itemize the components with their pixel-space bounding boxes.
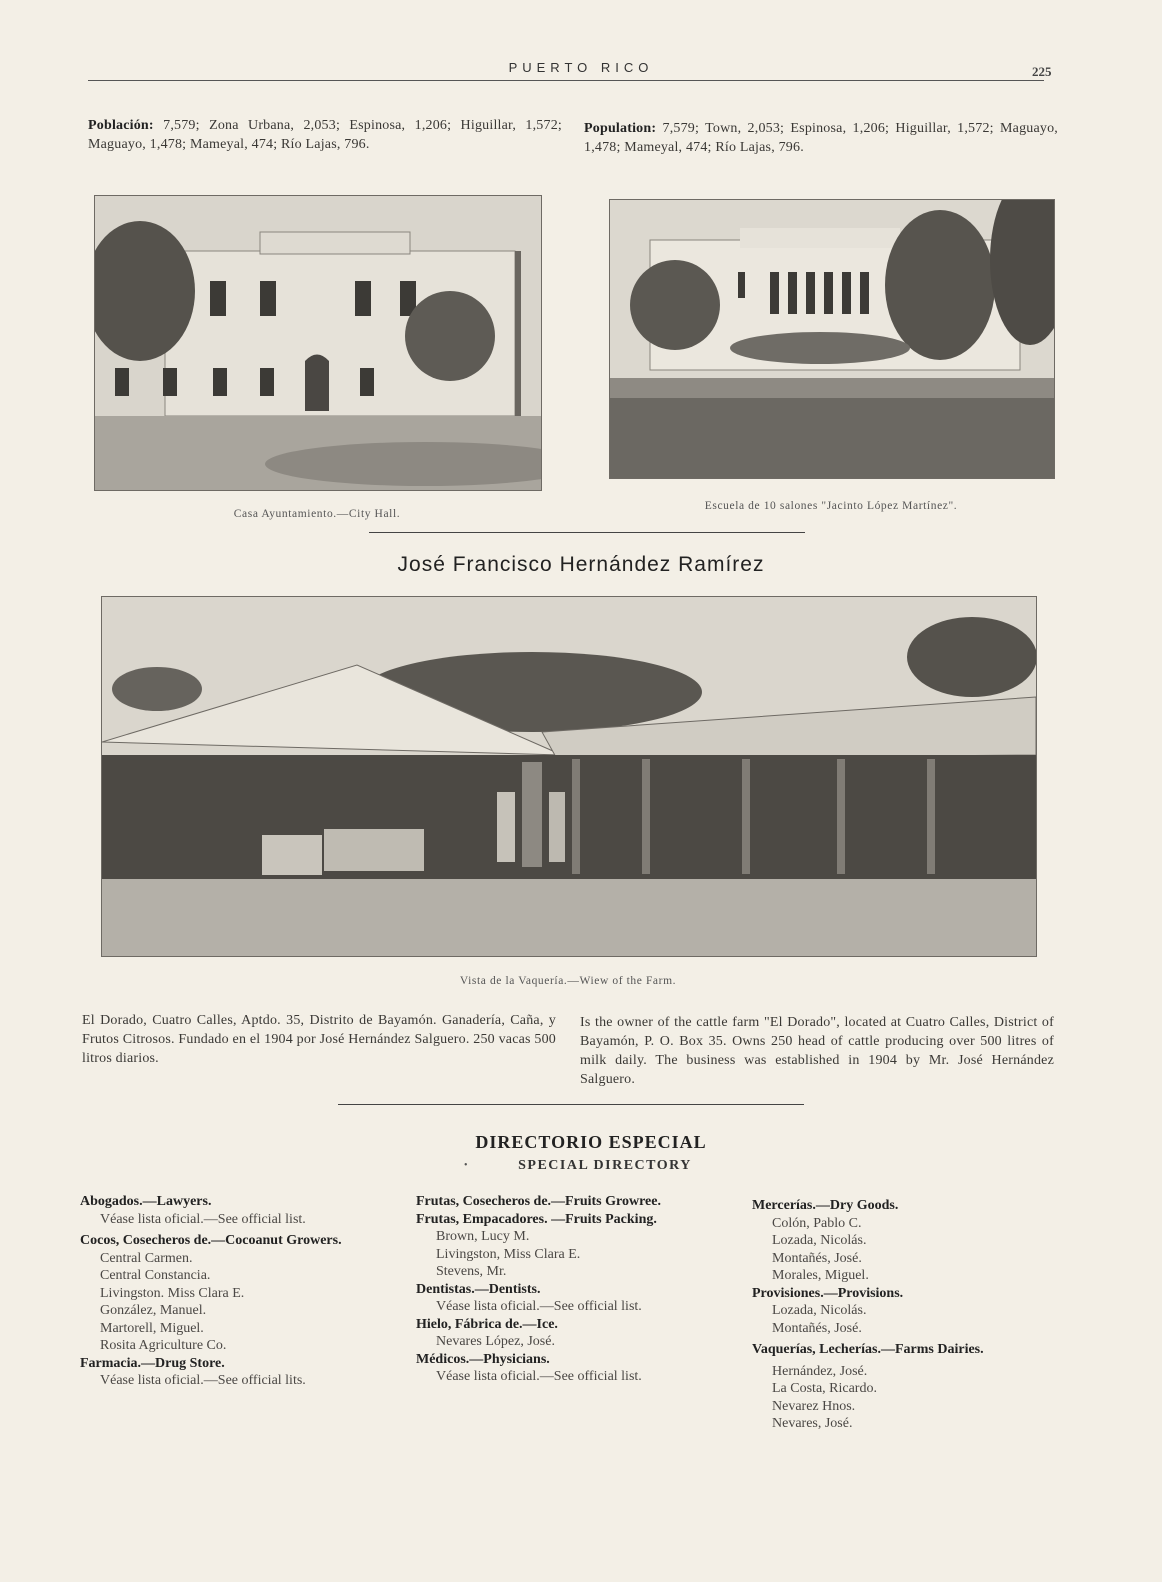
directory-item: Montañés, José.: [772, 1320, 862, 1336]
directory-entry-provisions: [752, 1285, 1054, 1338]
directory-heading: Frutas, Cosecheros de.—Fruits Growree.: [416, 1194, 661, 1209]
directory-entry-dry-goods: [752, 1197, 1054, 1285]
population-spanish-text: 7,579; Zona Urbana, 2,053; Espinosa, 1,206; Higuillar, 1,572; Maguayo, 1,478; Mameyal, 474; Río Lajas, 796.: [88, 118, 562, 152]
directory-heading: Hielo, Fábrica de.—Ice.: [416, 1316, 558, 1332]
directory-item: La Costa, Ricardo.: [772, 1381, 877, 1396]
directory-heading: Abogados.—Lawyers.: [80, 1194, 212, 1209]
directory-item: Nevarez Hnos.: [772, 1398, 856, 1414]
directory-item: Brown, Lucy M.: [436, 1229, 530, 1244]
directory-item: Livingston. Miss Clara E.: [100, 1285, 245, 1301]
profile-english-text: Is the owner of the cattle farm "El Dorado", located at Cuatro Calles, District of Bayamón, P. O. Box 35. Owns 250 head of cattle producing over 500 litres of milk daily. The business was established in 1904 by Mr. José Hernández Salguero.: [580, 1015, 1054, 1087]
directory-item: Lozada, Nicolás.: [772, 1233, 867, 1248]
directory-title: DIRECTORIO ESPECIAL: [475, 1132, 707, 1152]
running-header: PUERTO RICO: [508, 60, 654, 75]
farm-caption: Vista de la Vaquería.—Wiew of the Farm.: [459, 975, 677, 987]
directory-item: Rosita Agriculture Co.: [100, 1338, 227, 1353]
section-divider: [369, 532, 805, 533]
directory-item: Central Carmen.: [100, 1250, 193, 1266]
directory-heading: Provisiones.—Provisions.: [752, 1285, 904, 1301]
directory-entry-fruit-packing: [416, 1211, 718, 1281]
directory-heading: Frutas, Empacadores. —Fruits Packing.: [416, 1211, 657, 1227]
population-spanish: [88, 116, 562, 154]
directory-heading: Dentistas.—Dentists.: [416, 1281, 541, 1297]
directory-item: Véase lista oficial.—See official lits.: [100, 1373, 306, 1388]
directory-entry-cocoanut-growers: [80, 1232, 382, 1355]
directory-item: Colón, Pablo C.: [772, 1215, 862, 1231]
directory-item: Nevares López, José.: [436, 1334, 555, 1349]
directory-heading: Mercerías.—Dry Goods.: [752, 1198, 899, 1213]
directory-column-1: [80, 1193, 382, 1390]
population-english-label: Population:: [584, 121, 657, 136]
directory-bullet: •: [464, 1160, 468, 1171]
directory-item: Stevens, Mr.: [436, 1264, 507, 1279]
directory-entry-dairies: [752, 1341, 1054, 1433]
page-number: 225: [1032, 64, 1052, 79]
directory-heading: Cocos, Cosecheros de.—Cocoanut Growers.: [80, 1233, 342, 1248]
directory-subtitle: SPECIAL DIRECTORY: [518, 1158, 692, 1173]
farm-photo: [101, 596, 1037, 957]
directory-item: Hernández, José.: [772, 1363, 868, 1379]
population-spanish-label: Población:: [88, 118, 154, 133]
directory-item: Morales, Miguel.: [772, 1268, 869, 1283]
directory-entry-lawyers: [80, 1193, 382, 1228]
directory-entry-ice: [416, 1316, 718, 1351]
city-hall-photo: [94, 195, 542, 491]
school-photo: [609, 199, 1055, 479]
city-hall-caption: Casa Ayuntamiento.—City Hall.: [233, 508, 401, 520]
directory-item: Véase lista oficial.—See official list.: [100, 1211, 306, 1227]
directory-divider: [338, 1104, 804, 1105]
school-caption: Escuela de 10 salones "Jacinto López Martínez".: [704, 500, 958, 512]
directory-entry-fruit-growers: [416, 1193, 718, 1211]
header-divider: [88, 80, 1044, 81]
directory-heading: Médicos.—Physicians.: [416, 1351, 550, 1367]
directory-entry-dentists: [416, 1281, 718, 1316]
directory-item: González, Manuel.: [100, 1303, 207, 1318]
directory-heading: Farmacia.—Drug Store.: [80, 1355, 225, 1371]
directory-item: Montañés, José.: [772, 1250, 862, 1266]
directory-heading: Vaquerías, Lecherías.—Farms Dairies.: [752, 1342, 984, 1357]
directory-item: Central Constancia.: [100, 1268, 211, 1283]
directory-item: Livingston, Miss Clara E.: [436, 1246, 581, 1262]
directory-column-2: [416, 1193, 718, 1386]
population-english-text: 7,579; Town, 2,053; Espinosa, 1,206; Higuillar, 1,572; Maguayo, 1,478; Mameyal, 474; Río Lajas, 796.: [584, 121, 1058, 155]
directory-item: Véase lista oficial.—See official list.: [436, 1299, 642, 1314]
directory-item: Lozada, Nicolás.: [772, 1303, 867, 1318]
directory-item: Véase lista oficial.—See official list.: [436, 1369, 642, 1384]
directory-column-3: [752, 1197, 1054, 1433]
directory-item: Martorell, Miguel.: [100, 1320, 204, 1336]
directory-entry-physicians: [416, 1351, 718, 1386]
population-english: [584, 119, 1058, 157]
directory-item: Nevares, José.: [772, 1416, 853, 1431]
profile-spanish-text: El Dorado, Cuatro Calles, Aptdo. 35, Distrito de Bayamón. Ganadería, Caña, y Frutos Citrosos. Fundado en el 1904 por José Hernández Salguero. 250 vacas 500 litros diarios.: [82, 1013, 556, 1066]
profile-name: José Francisco Hernández Ramírez: [397, 553, 765, 576]
directory-entry-drug-store: [80, 1355, 382, 1390]
